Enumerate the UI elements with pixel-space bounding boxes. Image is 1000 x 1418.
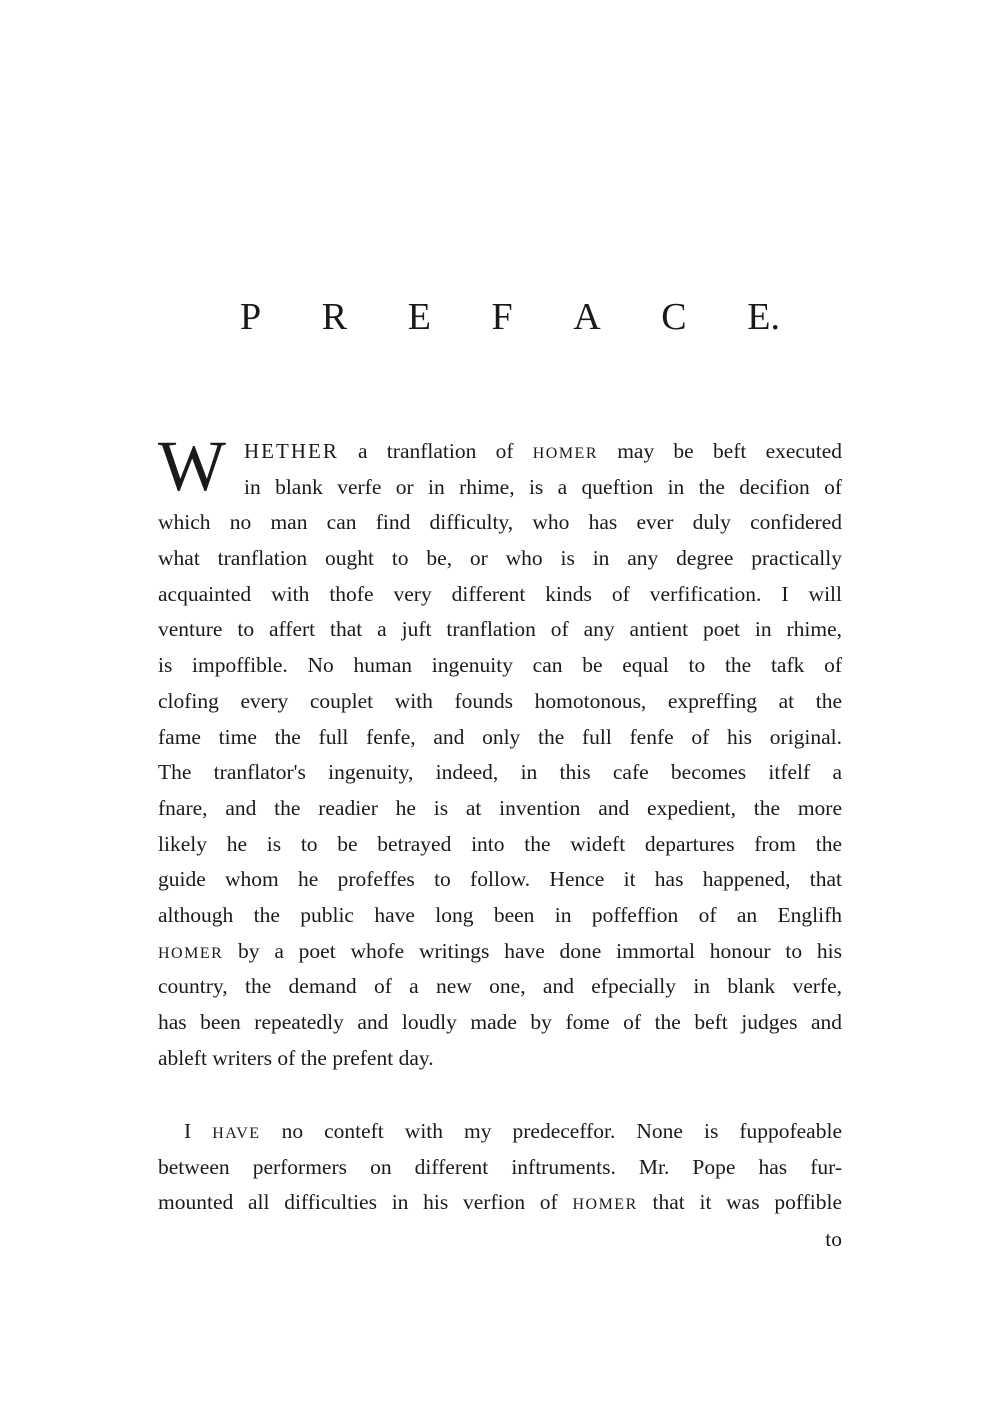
text-line: guide whom he profeffes to follow. Hence it has happened, that: [158, 867, 842, 892]
text-line: venture to affert that a juft tranflation of any antient poet in rhime,: [158, 617, 842, 642]
text-line: acquainted with thofe very different kinds of verfification. I will: [158, 581, 842, 606]
author-name: HOMER: [572, 1196, 638, 1214]
text-line: country, the demand of a new one, and efpecially in blank verfe,: [158, 974, 842, 999]
title-letter: C: [661, 296, 687, 338]
title-letter: R: [321, 296, 348, 338]
first-word-smallcaps: HETHER: [244, 439, 339, 463]
title-letter: P: [240, 296, 262, 338]
text-line: I HAVE no conteft with my predeceffor. None is fuppofeable: [158, 1114, 842, 1150]
text-line: clofing every couplet with founds homotonous, expreffing at the: [158, 688, 842, 713]
first-word-smallcaps: HAVE: [212, 1125, 261, 1142]
text-line: fame time the full fenfe, and only the full fenfe of his original.: [158, 724, 842, 749]
title-letter: E: [407, 296, 431, 338]
title-letter: E.: [747, 296, 780, 338]
text-line: The tranflator's ingenuity, indeed, in this cafe becomes itfelf a: [158, 760, 842, 785]
text-line: likely he is to be betrayed into the wideft departures from the: [158, 831, 842, 856]
title-letter: F: [491, 296, 513, 338]
paragraph-2: [158, 1114, 842, 1221]
text-line: in blank verfe or in rhime, is a queftion in the decifion of: [244, 474, 842, 499]
text-line: which no man can find difficulty, who has ever duly confidered: [158, 510, 842, 535]
text-line: HETHER a tranflation of HOMER may be beft executed: [244, 439, 842, 463]
catchword: to: [825, 1227, 842, 1251]
paragraph-1: [158, 434, 842, 1076]
text-line: ableft writers of the prefent day.: [158, 1045, 434, 1070]
author-name: HOMER: [532, 445, 598, 462]
text-line: fnare, and the readier he is at invention and expedient, the more: [158, 795, 842, 820]
text-line: what tranflation ought to be, or who is in any degree practically: [158, 546, 842, 571]
text-line: HOMER by a poet whofe writings have done immortal honour to his: [158, 938, 842, 963]
text-line: between performers on different inftruments. Mr. Pope has fur-: [158, 1154, 842, 1179]
text-line: although the public have long been in poffeffion of an Englifh: [158, 902, 842, 927]
text-line: is impoffible. No human ingenuity can be equal to the tafk of: [158, 653, 842, 678]
drop-cap: W: [158, 426, 226, 506]
author-name: HOMER: [158, 944, 224, 962]
title-letter: A: [573, 296, 601, 338]
first-word: I: [184, 1119, 192, 1143]
text-line: has been repeatedly and loudly made by fome of the beft judges and: [158, 1010, 842, 1034]
text-line: mounted all difficulties in his verfion of HOMER that it was poffible: [158, 1190, 842, 1215]
page-title: [240, 292, 780, 342]
